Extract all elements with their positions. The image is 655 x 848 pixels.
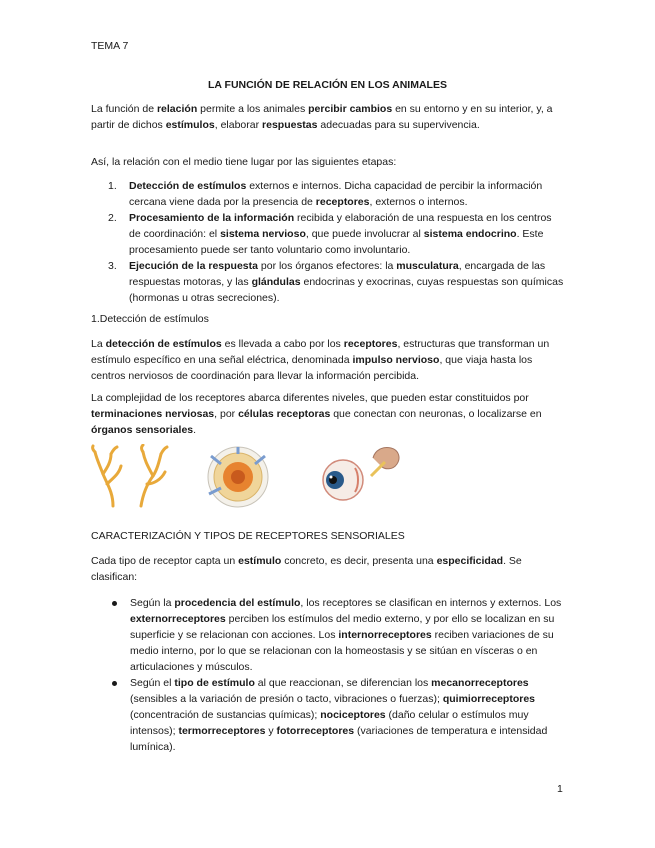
page-number: 1 bbox=[557, 783, 563, 795]
stages-list bbox=[108, 178, 564, 306]
list-item: 3. Ejecución de la respuesta por los órganos efectores: la musculatura, encargada de las respuestas motoras, y las glándulas endocrinas y exocrinas, cuyas respuestas son químicas (hormonas u otras secreciones). bbox=[108, 260, 564, 304]
list-item: 1. Detección de estímulos externos e internos. Dicha capacidad de percibir la información cercana viene dada por la presencia de receptores, externos o internos. bbox=[108, 180, 543, 208]
types-paragraph: Cada tipo de receptor capta un estímulo concreto, es decir, presenta una especificidad. Se clasifican: bbox=[91, 555, 522, 583]
bullet-icon bbox=[112, 601, 117, 606]
page-header: TEMA 7 bbox=[91, 40, 129, 52]
receptor-cell-illustration bbox=[203, 444, 273, 510]
section-heading-receptor-types: CARACTERIZACIÓN Y TIPOS DE RECEPTORES SENSORIALES bbox=[91, 530, 405, 542]
complexity-paragraph: La complejidad de los receptores abarca diferentes niveles, que pueden estar constituidos por terminaciones nerviosas, por células receptoras que conectan con neuronas, o localizarse en órganos sensoriales. bbox=[91, 392, 542, 436]
detection-paragraph: La detección de estímulos es llevada a cabo por los receptores, estructuras que transforman un estímulo específico en una señal eléctrica, denominada impulso nervioso, que viaja hasta los centros nerviosos de coordinación para llevar la información percibida. bbox=[91, 338, 550, 382]
nerve-endings-illustration bbox=[91, 444, 171, 508]
classification-list bbox=[110, 595, 564, 755]
section-heading-detection: 1.Detección de estímulos bbox=[91, 313, 209, 325]
bullet-icon bbox=[112, 681, 117, 686]
intro-paragraph: La función de relación permite a los animales percibir cambios en su entorno y en su interior, y, a partir de dichos estímulos, elaborar respuestas adecuadas para su supervivencia. bbox=[91, 103, 553, 131]
page-title: LA FUNCIÓN DE RELACIÓN EN LOS ANIMALES bbox=[208, 79, 447, 91]
eye-sense-organ-illustration bbox=[313, 444, 403, 504]
receptor-figures bbox=[91, 444, 471, 512]
stages-intro: Así, la relación con el medio tiene lugar por las siguientes etapas: bbox=[91, 156, 397, 168]
list-item: Según la procedencia del estímulo, los receptores se clasifican en internos y externos. Los externorreceptores perciben los estímulos del medio externo, y por ello se localizan en su superficie y se relacionan con acciones. Los internorreceptores reciben variaciones de su medio interno, por lo que se relacionan con la homeostasis y se sitúan en vísceras o en articulaciones y músculos. bbox=[110, 595, 564, 675]
list-item: Según el tipo de estímulo al que reaccionan, se diferencian los mecanorreceptores (sensibles a la variación de presión o tacto, vibraciones o fuerzas); quimiorreceptores (concentración de sustancias químicas); nociceptores (daño celular o estímulos muy intensos); termorreceptores y fotorreceptores (variaciones de temperatura e intensidad lumínica). bbox=[110, 675, 564, 755]
list-item: 2. Procesamiento de la información recibida y elaboración de una respuesta en los centros de coordinación: el sistema nervioso, que puede involucrar al sistema endocrino. Este procesamiento puede ser tanto voluntario como involuntario. bbox=[108, 212, 552, 256]
